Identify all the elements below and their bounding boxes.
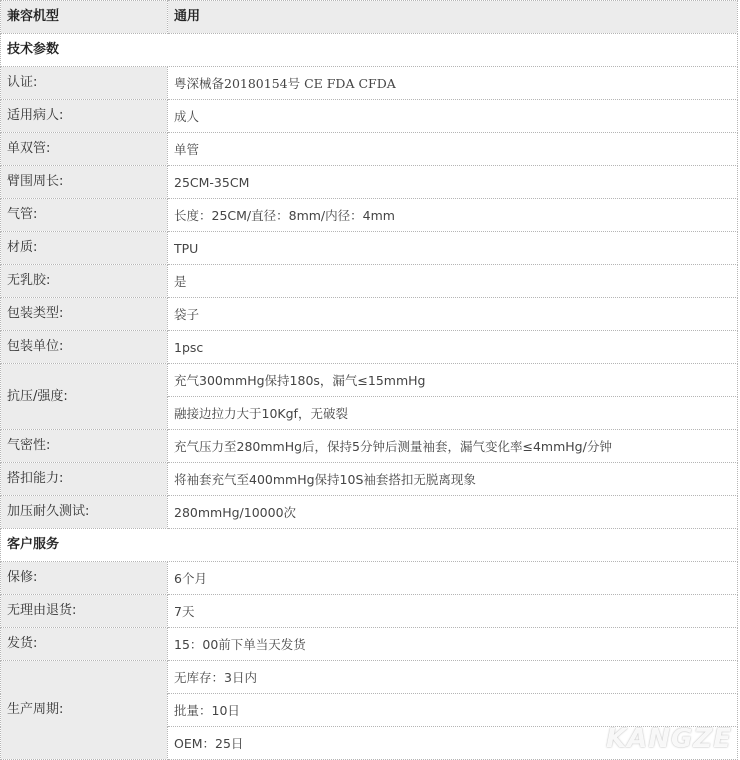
row-label: 无乳胶: xyxy=(1,265,168,298)
table-row xyxy=(1,595,738,628)
row-value: 单管 xyxy=(168,133,738,166)
row-label: 气管: xyxy=(1,199,168,232)
row-label: 单双管: xyxy=(1,133,168,166)
section-title-service: 客户服务 xyxy=(1,529,738,562)
row-label: 加压耐久测试: xyxy=(1,496,168,529)
row-label: 抗压/强度: xyxy=(1,364,168,430)
header-label: 兼容机型 xyxy=(1,1,168,34)
row-label: 无理由退货: xyxy=(1,595,168,628)
row-value: 25CM-35CM xyxy=(168,166,738,199)
row-label: 认证: xyxy=(1,67,168,100)
row-value: 批量：10日 xyxy=(168,694,738,727)
row-value: TPU xyxy=(168,232,738,265)
section-row-service xyxy=(1,529,738,562)
row-value: OEM：25日 xyxy=(168,727,738,760)
row-value: 将袖套充气至400mmHg保持10S袖套搭扣无脱离现象 xyxy=(168,463,738,496)
row-value: 1psc xyxy=(168,331,738,364)
header-row xyxy=(1,1,738,34)
row-value: 充气压力至280mmHg后，保持5分钟后测量袖套，漏气变化率≤4mmHg/分钟 xyxy=(168,430,738,463)
row-label: 搭扣能力: xyxy=(1,463,168,496)
table-row xyxy=(1,232,738,265)
table-row xyxy=(1,331,738,364)
row-label: 臂围周长: xyxy=(1,166,168,199)
row-label: 气密性: xyxy=(1,430,168,463)
table-row xyxy=(1,199,738,232)
row-value: 粤深械备20180154号 CE FDA CFDA xyxy=(168,67,738,100)
row-label: 生产周期: xyxy=(1,661,168,760)
row-label: 保修: xyxy=(1,562,168,595)
row-value: 7天 xyxy=(168,595,738,628)
table-row xyxy=(1,661,738,694)
table-row xyxy=(1,133,738,166)
row-value: 成人 xyxy=(168,100,738,133)
kangze-watermark: KANGZE xyxy=(606,724,732,754)
table-row xyxy=(1,562,738,595)
header-value: 通用 xyxy=(168,1,738,34)
row-label: 包装单位: xyxy=(1,331,168,364)
section-row-tech xyxy=(1,34,738,67)
table-row xyxy=(1,463,738,496)
row-value: 6个月 xyxy=(168,562,738,595)
row-value: 袋子 xyxy=(168,298,738,331)
table-row xyxy=(1,298,738,331)
row-value: 280mmHg/10000次 xyxy=(168,496,738,529)
row-value: 15：00前下单当天发货 xyxy=(168,628,738,661)
row-label: 材质: xyxy=(1,232,168,265)
table-row xyxy=(1,166,738,199)
row-value: 融接边拉力大于10Kgf，无破裂 xyxy=(168,397,738,430)
table-row xyxy=(1,67,738,100)
section-title-tech: 技术参数 xyxy=(1,34,738,67)
row-value: 无库存：3日内 xyxy=(168,661,738,694)
row-label: 包装类型: xyxy=(1,298,168,331)
table-row xyxy=(1,496,738,529)
table-row xyxy=(1,628,738,661)
table-row xyxy=(1,100,738,133)
row-value: 长度：25CM/直径：8mm/内径：4mm xyxy=(168,199,738,232)
table-row xyxy=(1,265,738,298)
table-row xyxy=(1,364,738,397)
row-value: 是 xyxy=(168,265,738,298)
table-row xyxy=(1,430,738,463)
row-label: 发货: xyxy=(1,628,168,661)
row-value: 充气300mmHg保持180s，漏气≤15mmHg xyxy=(168,364,738,397)
row-label: 适用病人: xyxy=(1,100,168,133)
